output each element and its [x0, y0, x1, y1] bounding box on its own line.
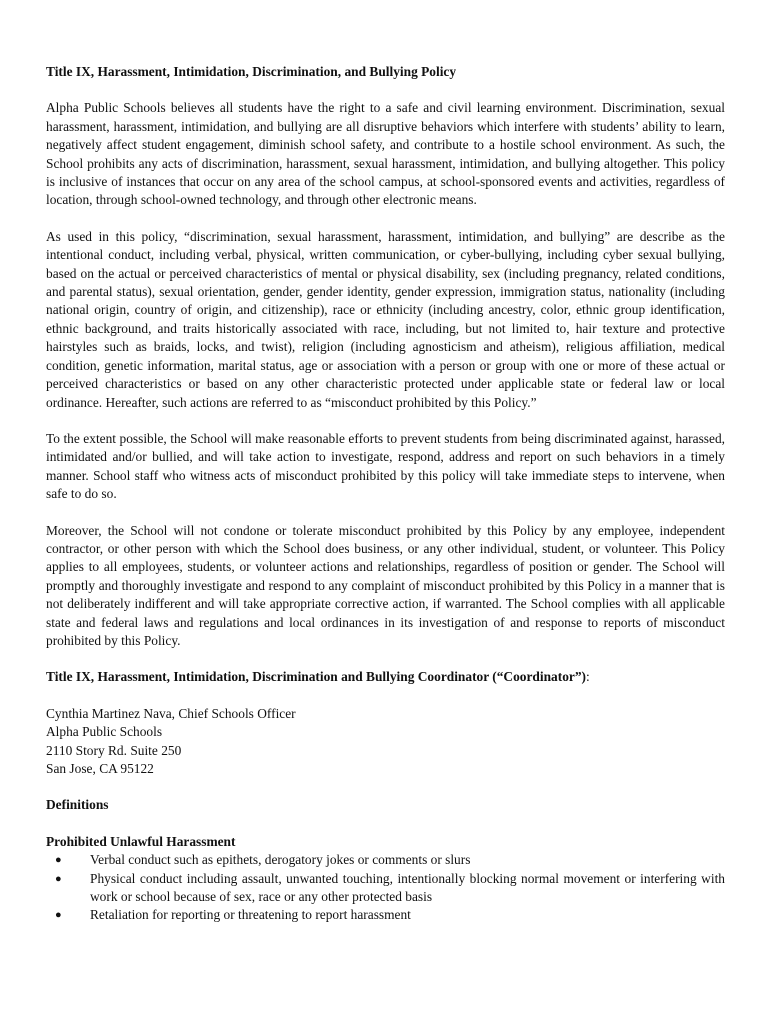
coordinator-name: Cynthia Martinez Nava, Chief Schools Officer [46, 705, 296, 721]
list-item [55, 870, 725, 907]
coordinator-street: 2110 Story Rd. Suite 250 [46, 742, 182, 758]
coordinator-city: San Jose, CA 95122 [46, 761, 154, 776]
coordinator-heading-colon: : [586, 669, 590, 685]
paragraph-non-tolerance: Moreover, the School will not condone or tolerate misconduct prohibited by this Policy by any employee, independent contractor, or other person with which the School does business, or any other individual, student, or volunteer. This Policy applies to all employees, students, or volunteer actions and relationships, regardless of position or gender. The School will promptly and thoroughly investigate and respond to any complaint of misconduct prohibited by this Policy in a manner that is not deliberately indifferent and will take appropriate corrective action, if warranted. The School complies with all applicable state and federal laws and regulations and local ordinances in its investigation of and response to reports of misconduct prohibited by this Policy. [46, 522, 725, 648]
definitions-heading: Definitions [46, 797, 109, 813]
paragraph-intro: Alpha Public Schools believes all students have the right to a safe and civil learning environment. Discrimination, sexual harassment, harassment, intimidation, and bullying are all disruptive behaviors which interfere with students’ ability to learn, negatively affect student engagement, diminish school safety, and contribute to a hostile school environment. As such, the School prohibits any acts of discrimination, harassment, sexual harassment, intimidation, and bullying altogether. This policy is inclusive of instances that occur on any area of the school campus, at school-sponsored events and activities, regardless of location, through school-owned technology, and through other electronic means. [46, 100, 725, 208]
prohibited-harassment-heading: Prohibited Unlawful Harassment [46, 833, 236, 849]
list-item [55, 851, 725, 869]
list-item-text: Retaliation for reporting or threatening to report harassment [90, 907, 411, 923]
coordinator-address-block [46, 705, 725, 779]
coordinator-heading [46, 668, 725, 686]
policy-title: Title IX, Harassment, Intimidation, Discrimination, and Bullying Policy [46, 64, 457, 79]
list-item-text: Physical conduct including assault, unwanted touching, intentionally blocking normal movement or interfering with work or school because of sex, race or any other protected basis [90, 870, 725, 905]
bullet-icon: ● [55, 854, 62, 867]
bullet-icon: ● [55, 909, 62, 922]
coordinator-organization: Alpha Public Schools [46, 724, 163, 740]
coordinator-heading-text: Title IX, Harassment, Intimidation, Discrimination and Bullying Coordinator (“Coordinator”) [46, 669, 586, 685]
bullet-icon: ● [55, 872, 62, 885]
paragraph-prevention: To the extent possible, the School will make reasonable efforts to prevent students from being discriminated against, harassed, intimidated and/or bullied, and will take action to investigate, respond, address and report on such behaviors in a timely manner. School staff who witness acts of misconduct prohibited by this policy will take immediate steps to intervene, when safe to do so. [46, 430, 725, 502]
list-item-text: Verbal conduct such as epithets, derogatory jokes or comments or slurs [90, 852, 471, 868]
paragraph-definition-scope: As used in this policy, “discrimination, sexual harassment, harassment, intimidation, and bullying” are describe as the intentional conduct, including verbal, physical, written communication, or cyber-bullying, including cyber sexual bullying, based on the actual or perceived characteristics of mental or physical disability, sex (including pregnancy, related conditions, and parental status), sexual orientation, gender, gender identity, gender expression, immigration status, nationality (including national origin, country of origin, and citizenship), race or ethnicity (including ancestry, color, ethnic group identification, ethnic background, and traits historically associated with race, including, but not limited to, hair texture and protective hairstyles such as braids, locks, and twist), religion (including agnosticism and atheism), religious affiliation, medical condition, genetic information, marital status, age or association with a person or group with one or more of these actual or perceived characteristics or based on any other characteristic protected under applicable state or federal law or local ordinance. Hereafter, such actions are referred to as “misconduct prohibited by this Policy.” [46, 228, 725, 410]
list-item [55, 906, 725, 924]
prohibited-harassment-list [46, 851, 725, 925]
